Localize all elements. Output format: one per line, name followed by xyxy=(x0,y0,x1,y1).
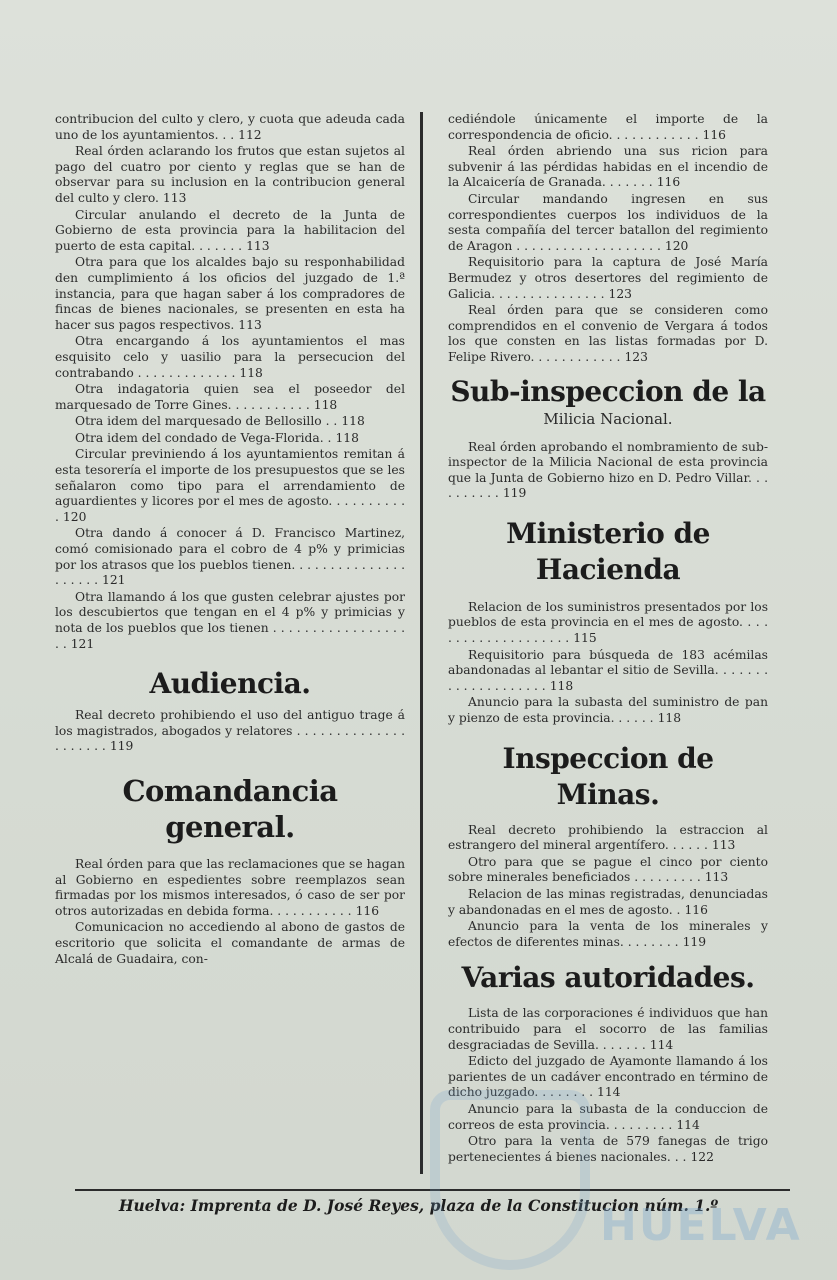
entry-text: Otra idem del condado de Vega-Florida. . xyxy=(75,430,332,445)
entry-text: Otra llamando á los que gusten celebrar ajustes por los descubiertos que tengan en el 4 p% y primicias y nota de los pueblos que los tienen . . . . . . . . . . . . . . . . . . . xyxy=(55,589,405,651)
entry-text: Real decreto prohibiendo la estraccion al estrangero del mineral argentífero. . . . . . xyxy=(448,822,768,853)
index-entry xyxy=(55,414,405,430)
left-entries xyxy=(55,112,405,652)
entry-page-number: 123 xyxy=(624,349,648,364)
entry-text: Relacion de los suministros presentados por los pueblos de esta provincia en el mes de agosto. . . . . . . . . . . . . . . . . . . . xyxy=(448,599,768,646)
entry-page-number: 121 xyxy=(70,636,95,651)
entry-text: Relacion de las minas registradas, denunciadas y abandonadas en el mes de agosto. . xyxy=(448,887,768,917)
entry-page-number: 116 xyxy=(684,902,708,917)
index-entry xyxy=(448,823,768,854)
entry-page-number: 119 xyxy=(502,486,527,501)
entry-text: Circular anulando el decreto de la Junta de Gobierno de esta provincia para la habilitacion del puerto de esta capital. . . . . . . xyxy=(55,207,405,253)
entry-page-number: 123 xyxy=(608,286,633,301)
entry-page-number: 119 xyxy=(682,934,707,949)
comandancia-entries xyxy=(55,857,405,967)
index-entry xyxy=(448,144,768,191)
index-entry xyxy=(55,590,405,652)
audiencia-entries xyxy=(55,708,405,755)
printer-imprint: Huelva: Imprenta de D. José Reyes, plaza de la Constitucion núm. 1.º xyxy=(118,1196,719,1215)
index-entry xyxy=(448,303,768,365)
index-entry xyxy=(55,526,405,588)
watermark-shield-icon xyxy=(430,1090,590,1270)
index-entry xyxy=(448,887,768,918)
entry-text: Otra dando á conocer á D. Francisco Martinez, comó comisionado para el cobro de 4 p% y primicias por los atrasos que los pueblos tienen. . . . . . . . . . . . . . . . . . . . . xyxy=(55,526,405,588)
watermark-text: HUELVA xyxy=(600,1200,802,1251)
entry-page-number: 118 xyxy=(335,430,359,445)
entry-text: Real órden para que las reclamaciones que se hagan al Gobierno en espedientes sobre reemplazos sean firmadas por los mismos interesados, ó caso de ser por otros autorizadas en debida forma. . . . . . . . . . . xyxy=(55,856,405,918)
index-entry xyxy=(448,919,768,950)
index-entry xyxy=(55,382,405,413)
index-entry xyxy=(55,208,405,255)
index-entry xyxy=(55,708,405,755)
entry-page-number: 118 xyxy=(549,678,574,693)
entry-page-number: 118 xyxy=(239,365,263,380)
column-divider xyxy=(420,112,423,1174)
entry-page-number: 114 xyxy=(597,1085,621,1100)
right-entries xyxy=(448,112,768,366)
entry-text: Real órden para que se consideren como comprendidos en el convenio de Vergara á todos los que consten en las listas formadas por D. Felipe Rivero. . . . . . . . . . . . xyxy=(448,303,768,364)
entry-page-number: 120 xyxy=(664,238,689,253)
entry-page-number: 114 xyxy=(676,1117,700,1132)
section-heading-minas: Inspeccion de Minas. xyxy=(502,741,714,811)
entry-page-number: 115 xyxy=(573,631,597,646)
section-subheading-milicia: Milicia Nacional. xyxy=(543,409,673,428)
entry-text: Real órden aclarando los frutos que estan sujetos al pago del cuatro por ciento y reglas que se han de observar para su inclusion en la contribucion general del culto y clero. xyxy=(55,144,405,205)
index-entry xyxy=(448,855,768,886)
entry-text: Real órden aprobando el nombramiento de sub-inspector de la Milicia Nacional de esta provincia que la Junta de Gobierno hizo en D. Pedro Villar. . . . . . . . . . xyxy=(448,439,768,501)
section-heading-hacienda: Ministerio de Hacienda xyxy=(506,516,710,586)
index-entry xyxy=(448,440,768,502)
entry-text: Requisitorio para búsqueda de 183 acémilas abandonadas al lebantar el sitio de Sevilla. . . . . . . . . . . . . . . . . . . . xyxy=(448,647,768,693)
index-entry xyxy=(448,192,768,254)
entry-text: Circular previniendo á los ayuntamientos remitan á esta tesorería el importe de los presupuestos que se les señalaron como tipo para el arrendamiento de aguardientes y licores por el mes de agosto. . . . . . . . . . . xyxy=(55,447,405,524)
section-heading-comandancia: Comandancia general. xyxy=(122,773,338,844)
right-column xyxy=(448,112,768,1166)
entry-text: Otra idem del marquesado de Bellosillo . . xyxy=(75,414,338,429)
entry-text: Anuncio para la venta de los minerales y efectos de diferentes minas. . . . . . . . xyxy=(448,919,768,949)
entry-page-number: 116 xyxy=(355,903,380,918)
entry-page-number: 112 xyxy=(238,127,262,142)
entry-text: Real decreto prohibiendo el uso del antiguo trage á los magistrados, abogados y relatores . . . . . . . . . . . . . . . . . . . . . xyxy=(55,708,405,754)
index-entry xyxy=(448,600,768,647)
section-heading-milicia: Sub-inspeccion de la xyxy=(450,374,766,408)
entry-text: Otro para la venta de 579 fanegas de trigo pertenecientes á bienes nacionales. . . xyxy=(448,1134,768,1164)
milicia-entries xyxy=(448,440,768,502)
left-column xyxy=(55,112,405,968)
entry-text: Lista de las corporaciones é individuos que han contribuido para el socorro de las familias desgraciadas de Sevilla. . . . . . . xyxy=(448,1006,768,1052)
index-entry xyxy=(448,648,768,695)
entry-text: Edicto del juzgado de Ayamonte llamando á los parientes de un cadáver encontrado en término de dicho juzgado. . . . . . . . xyxy=(448,1054,768,1100)
entry-page-number: 113 xyxy=(246,238,270,253)
entry-page-number: 113 xyxy=(238,317,262,332)
index-entry xyxy=(55,255,405,333)
entry-page-number: 122 xyxy=(690,1149,714,1164)
hacienda-entries xyxy=(448,600,768,727)
entry-text: Real órden abriendo una sus ricion para subvenir á las pérdidas habidas en el incendio de la Alcaicería de Granada. . . . . . . xyxy=(448,144,768,190)
entry-page-number: 113 xyxy=(704,870,729,885)
entry-text: Anuncio para la subasta del suministro de pan y pienzo de esta provincia. . . . . . xyxy=(448,695,768,726)
section-heading-audiencia: Audiencia. xyxy=(149,667,311,701)
entry-text: Otro para que se pague el cinco por ciento sobre minerales beneficiados . . . . . . . . . xyxy=(448,854,768,885)
index-entry xyxy=(55,920,405,967)
entry-page-number: 116 xyxy=(656,175,681,190)
entry-text: Requisitorio para la captura de José María Bermudez y otros desertores del regimiento de Galicia. . . . . . . . . . . . . . . xyxy=(448,255,768,301)
entry-page-number: 118 xyxy=(341,414,365,429)
entry-page-number xyxy=(208,952,212,966)
entry-page-number: 116 xyxy=(702,127,727,142)
entry-text: cediéndole únicamente el importe de la correspondencia de oficio. . . . . . . . . . . . xyxy=(448,112,768,142)
entry-text: Otra encargando á los ayuntamientos el mas esquisito celo y uasilio para la persecucion del contrabando . . . . . . . . . . . . . xyxy=(55,334,405,380)
entry-page-number: 114 xyxy=(649,1037,674,1052)
section-heading-varias: Varias autoridades. xyxy=(461,961,755,995)
index-entry xyxy=(448,695,768,726)
entry-page-number: 118 xyxy=(657,711,682,726)
entry-text: Anuncio para la subasta de la conduccion de correos de esta provincia. . . . . . . . . xyxy=(448,1101,768,1132)
entry-page-number: 119 xyxy=(109,739,134,754)
index-entry xyxy=(448,255,768,302)
entry-page-number: 121 xyxy=(102,573,126,588)
index-entry xyxy=(448,1006,768,1053)
index-entry xyxy=(55,334,405,381)
index-entry xyxy=(55,112,405,143)
entry-text: Otra indagatoria quien sea el poseedor del marquesado de Torre Gines. . . . . . . . . . . xyxy=(55,382,405,412)
entry-page-number: 113 xyxy=(711,838,736,853)
index-entry xyxy=(55,144,405,206)
minas-entries xyxy=(448,823,768,951)
index-entry xyxy=(55,447,405,525)
index-entry xyxy=(55,431,405,447)
index-entry xyxy=(55,857,405,919)
entry-text: Comunicacion no accediendo al abono de gastos de escritorio que solicita el comandante de armas de Alcalá de Guadaira, con- xyxy=(55,920,405,966)
entry-page-number: 113 xyxy=(162,190,187,205)
entry-text: Circular mandando ingresen en sus correspondientes cuerpos los individuos de la sesta compañía del tercer batallon del regimiento de Aragon . . . . . . . . . . . . . . . . . . . xyxy=(448,191,768,253)
entry-page-number: 120 xyxy=(62,509,87,524)
entry-text: contribucion del culto y clero, y cuota que adeuda cada uno de los ayuntamientos. . . xyxy=(55,112,405,142)
index-entry xyxy=(448,112,768,143)
entry-text: Otra para que los alcaldes bajo su responhabilidad den cumplimiento á los oficios del juzgado de 1.ª instancia, para que hagan saber á los compradores de fincas de bienes nacionales, se presenten en esta ha hacer sus pagos respectivos. xyxy=(55,255,405,332)
entry-page-number: 118 xyxy=(313,397,338,412)
